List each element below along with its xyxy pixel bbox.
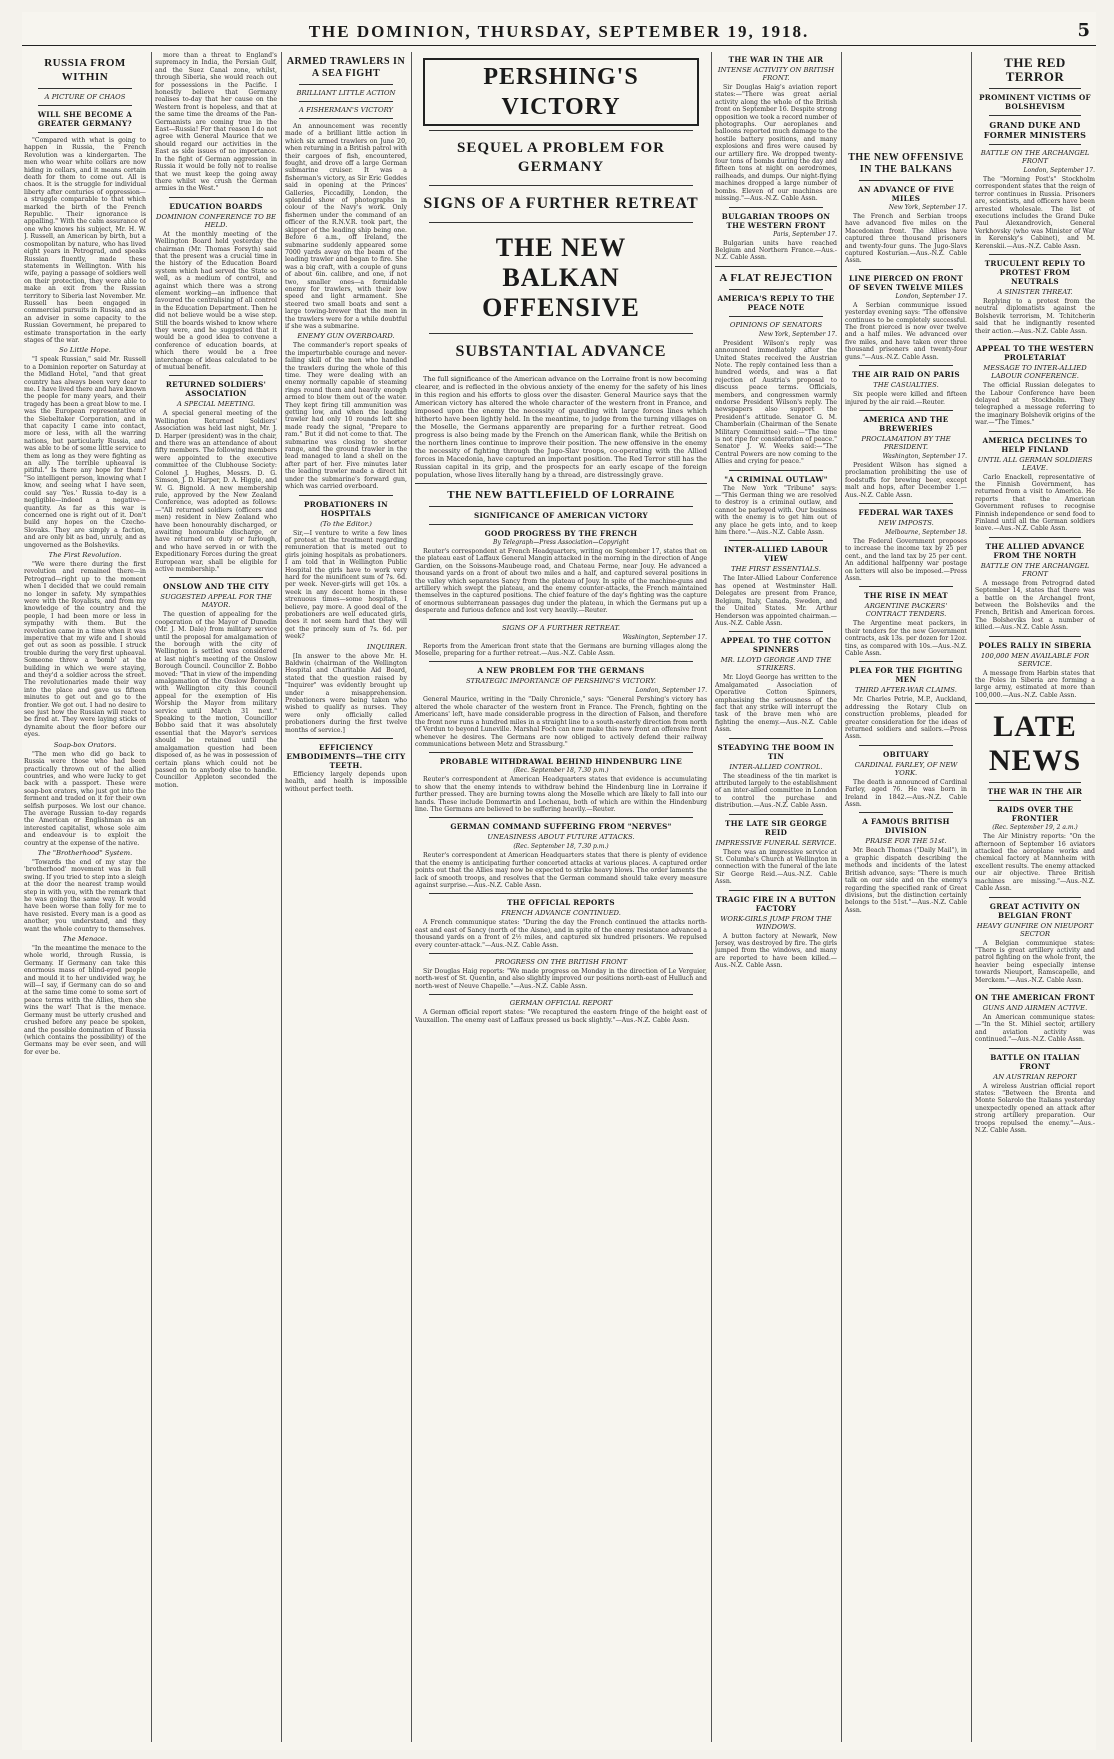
subhead: INTER-ALLIED CONTROL. xyxy=(729,762,823,771)
article-body: President Wilson's reply was announced immediately after the United States received the Austrian Note. The reply contained less than a hundred words, and was a flat rejection of Austria's proposal to discuss peace terms. Officials, members, and congressmen warmly endorse President Wilson's reply. The newspapers also support the President's attitude. Senator G. M. Chamberlain (Chairman of the Senate Military Committee) said:—"The time is not ripe for consideration of peace." Senator J. W. Weeks said:—"The Central Powers are now coming to the Allies and crying for peace." xyxy=(715,339,837,466)
subhead: GRAND DUKE AND FORMER MINISTERS xyxy=(983,120,1087,140)
article-body: more than a threat to England's supremacy in India, the Persian Gulf, and the Suez Canal zone, whilst, through Siberia, she would reach out for possessions in the Pacific. I honestly believe that Germany realises to-day that her cause on the Western front is hopeless, and that at the same time the dreams of the Pan-Germanists are coming true in the East—Russia! For that reason I do not agree with General Maurice that we should regard our activities in the East as side issues of no importance. In the fight of German aggression in Russia it would be folly not to realise that we must keep the going away there whilst we crush the German armies in the West." xyxy=(155,52,277,193)
dateline: (Rec. September 18, 7.30 p.m.) xyxy=(513,843,609,851)
dateline: Washington, September 17. xyxy=(882,452,967,460)
subhead: BATTLE ON THE ARCHANGEL FRONT xyxy=(980,561,1090,578)
newspaper-page xyxy=(22,12,1096,1750)
subhead: OPINIONS OF SENATORS xyxy=(729,320,823,329)
subhead: STRATEGIC IMPORTANCE OF PERSHING'S VICTORY. xyxy=(466,677,656,686)
article-body: The question of appealing for the cooperation of the Mayor of Dunedin (Mr. J. M. Dale) from military service until the proposal for amalgamation of the borough with the city of Wellington is settled was considered at last night's meeting of the Onslow Borough Council. Councillor Z. Bobbo moved: "That in view of the impending amalgamation of the Onslow Borough with Wellington city this council appeal for the exemption of His Worship the Mayor from military service until March 31 next." Speaking to the motion, Councillor Bobbo said that it was absolutely essential that the Mayor's services should be retained until the amalgamation question had been disposed of, as he was in possession of certain plans which could not be passed on to anybody else to handle. Councillor Appleton seconded the motion. xyxy=(155,611,277,789)
subhead: PROGRESS ON THE BRITISH FRONT xyxy=(494,958,628,966)
subhead: UNEASINESS ABOUT FUTURE ATTACKS. xyxy=(487,833,635,842)
headline-war-in-air: THE WAR IN THE AIR xyxy=(728,55,824,64)
subhead: MR. LLOYD GEORGE AND THE STRIKERS. xyxy=(720,656,832,673)
dateline: (Rec. September 18, 7.30 p.m.) xyxy=(513,767,609,775)
subhead: THIRD AFTER-WAR CLAIMS. xyxy=(855,686,957,695)
subhead: WILL SHE BECOME A GREATER GERMANY? xyxy=(37,110,133,128)
column-rule xyxy=(151,52,152,1742)
column-2 xyxy=(155,52,277,1742)
signature: INQUIRER. xyxy=(367,642,407,651)
banner-substantial-advance: SUBSTANTIAL ADVANCE xyxy=(455,343,667,360)
article-body: Replying to a protest from the neutral diplomatists against the Bolshevik terrorism, M. Tchitcherin said that he indignantly resented their action.—Aus.-N.Z. Cable Assn. xyxy=(975,298,1095,335)
headline-obituary: OBITUARY xyxy=(883,749,929,759)
article-body: The Argentine meat packers, in their tenders for the new Government contracts, ask 13s. per dozen for 12oz. tins, as compared with 10s.—Aus.-N.Z. Cable Assn. xyxy=(845,620,967,657)
article-body: At the monthly meeting of the Wellington Board held yesterday the chairman (Mr. Thomas Forsyth) said that the present was a crucial time in the history of the Education Board system which had served the State so well, as a medium of control, and against which there was a strong element working—an influence that favoured the centralising of all control in the Education Department. Then he did not believe would be a wise step. Still the boards wished to know where they were, and he suggested that it would be a good idea to convene a conference of education boards, at which there would be a free interchange of ideas calculated to be of mutual benefit. xyxy=(155,230,277,372)
article-body: An announcement was recently made of a brilliant little action in which six armed trawlers on June 20, when returning in a British patrol with their cargoes of fish, encountered, fought, and drove off a large German submarine cruiser. It was a fisherman's victory, as Sir Eric Geddes said in opening at the Princes' Galleries, Piccadilly, London, the splendid show of photographs in colour of the Navy's work. Only fishermen under the command of an officer of the R.N.V.R. took part, the skipper of the leading ship being one. Before 6 a.m., off Ireland, the submarine suddenly appeared some 7000 yards away on the beam of the leading trawler and began to fire. She was a big craft, with a couple of guns of about 6in. calibre, and one, if not two, smaller ones—a formidable enemy for trawlers, with their low speed and light armament. She steered two small boats and sent a large towing-brewer that the men in the trawlers were for a while doubtful if she was a submarine. xyxy=(285,123,407,330)
subhead: AN AUSTRIAN REPORT xyxy=(993,1072,1077,1081)
subhead: AN ADVANCE OF FIVE MILES xyxy=(858,185,954,203)
article-body: Mr. Charles Petrie, M.P., Auckland, addressing the Rotary Club on construction problems, pleaded for greater consideration for the ideas of returned soldiers and sailors.—Press Assn. xyxy=(845,696,967,741)
column-3 xyxy=(285,52,407,1742)
subhead: SIGNS OF A FURTHER RETREAT. xyxy=(501,623,621,632)
article-body: [In answer to the above Mr. H. Baldwin (chairman of the Wellington Hospital and Charitable Aid Board, stated that the question raised by "Inquirer" was evidently brought up under a misapprehension. Probationers were being taken who wished to qualify as nurses. They were only officially called probationers during the first twelve months of service.] xyxy=(285,652,407,734)
subhead: GERMAN OFFICIAL REPORT xyxy=(509,999,613,1008)
headline-button-factory: TRAGIC FIRE IN A BUTTON FACTORY xyxy=(715,894,837,913)
subhead: A FISHERMAN'S VICTORY xyxy=(299,106,393,114)
headline-appeal-proletariat: APPEAL TO THE WESTERN PROLETARIAT xyxy=(976,344,1094,363)
headline-sir-george-reid: THE LATE SIR GEORGE REID xyxy=(725,818,827,837)
subhead: IMPRESSIVE FUNERAL SERVICE. xyxy=(715,838,837,847)
subhead: FRENCH ADVANCE CONTINUED. xyxy=(501,909,621,918)
article-body: Mr. Lloyd George has written to the Amalgamated Association of Operative Cotton Spinners, emphasising the seriousness of the fact that any strike will interrupt the task of the brave men who are fighting the enemy.—Aus.-N.Z. Cable Assn. xyxy=(715,674,837,734)
article-body: Sir Douglas Haig's aviation report states:—"There was great aerial activity along the whole of the British front on September 16. Despite strong opposition we took a record number of photographs. Our aeroplanes and balloons reported much damage to the hostile battery positions, and many explosions and fires were caused by our artillery fire. We dropped twenty-four tons of bombs during the day and fifteen tons at night on aerodromes, railheads, and dumps. Our night-flying machines dropped a large number of bombs. Eleven of our machines are missing."—Aus.-N.Z. Cable Assn. xyxy=(715,84,837,203)
byline: By Telegraph—Press Association—Copyright xyxy=(493,539,629,546)
dateline: (Rec. September 19, 2 a.m.) xyxy=(992,824,1078,832)
article-body: The death is announced of Cardinal Farley, aged 76. He was born in Ireland in 1842.—Aus.-N.Z. Cable Assn. xyxy=(845,778,967,809)
headline-tin: STEADYING THE BOOM IN TIN xyxy=(717,742,835,761)
masthead-title: THE DOMINION, THURSDAY, SEPTEMBER 19, 1918. xyxy=(308,22,810,41)
article-body: A French communique states: "During the day the French continued the attacks north-east and east of Sancy (north of the Aisne), and in spite of the enemy resistance advanced a thousand yards on a front of 2½ miles, and captured six hundred prisoners. We repulsed every counter-attack."—Aus.-N.Z. Cable Assn. xyxy=(415,919,707,949)
article-body: Efficiency largely depends upon health, and health is impossible without perfect teeth. xyxy=(285,771,407,793)
headline-flat-rejection: A FLAT REJECTION xyxy=(719,271,833,284)
headline-belgian-front: GREAT ACTIVITY ON BELGIAN FRONT xyxy=(989,901,1081,920)
article-body: Bulgarian units have reached Belgium and Northern France.—Aus.-N.Z. Cable Assn. xyxy=(715,239,837,262)
headline-returned-soldiers: RETURNED SOLDIERS' ASSOCIATION xyxy=(165,380,267,399)
subhead: UNTIL ALL GERMAN SOLDIERS LEAVE. xyxy=(977,455,1093,472)
headline-rise-in-meat: THE RISE IN MEAT xyxy=(864,591,948,601)
headline-official-reports: THE OFFICIAL REPORTS xyxy=(507,898,615,908)
section-head: Soap-box Orators. xyxy=(53,740,117,749)
section-head: ENEMY GUN OVERBOARD. xyxy=(297,332,395,341)
headline-allied-advance: THE ALLIED ADVANCE FROM THE NORTH xyxy=(985,541,1085,560)
headline-finland: AMERICA DECLINES TO HELP FINLAND xyxy=(982,435,1088,454)
subhead: BATTLE ON THE ARCHANGEL FRONT xyxy=(980,149,1090,165)
section-head: The First Revolution. xyxy=(48,550,122,559)
article-body: A special general meeting of the Wellington Returned Soldiers' Association was held last night, Mr. J. D. Harper (president) was in the chair, and there was an attendance of about fifty members. The following members were appointed to the executive committee of the Clubhouse Society: Colonel J. Hughes, Messrs. D. G. Simson, J. D. Harper, D. A. Higgie, and W. G. Bignold. A new membership rule, approved by the New Zealand Conference, was adopted as follows:—"All returned soldiers (officers and men) resident in New Zealand who have been honourably discharged, or awaiting honourable discharge, or have returned on duty or furlough, and who have served in or with the Expeditionary Forces during the great European war, shall be eligible for active membership." xyxy=(155,410,277,573)
article-body: Six people were killed and fifteen injured by the air raid.—Reuter. xyxy=(845,391,967,406)
article-body: A wireless Austrian official report states: "Between the Brenta and Monte Solarolo the Italians yesterday unexpectedly opened an attack after strong artillery preparation. Our troops repulsed the enemy."—Aus.-N.Z. Cable Assn. xyxy=(975,1082,1095,1134)
subhead: MESSAGE TO INTER-ALLIED LABOUR CONFERENCE. xyxy=(983,364,1087,381)
headline-lorraine: THE NEW BATTLEFIELD OF LORRAINE xyxy=(447,489,675,501)
article-body: The commander's report speaks of the imperturbable courage and never-failing skill of the men who handled the trawlers during the whole of this time. They were dealing with an enemy normally capable of steaming rings round them and heavily enough armed to blow them out of the water. They kept firing till ammunition was getting low, and when the leading trawler had only 10 rounds left she made ready the signal, "Prepare to ram." But it did not come to that. The submarine was closing to shorter range, and the ground trawler in the lead managed to land a shell on the after part of her. Five minutes later the leading trawler made a direct hit under the submarine's forward gun, which was carried overboard. xyxy=(285,342,407,491)
headline-italian-front: BATTLE ON ITALIAN FRONT xyxy=(990,1052,1080,1071)
banner-pershings-victory: PERSHING'S VICTORY xyxy=(423,58,699,126)
headline-breweries: AMERICA AND THE BREWERIES xyxy=(863,414,949,433)
article-body: A message from Harbin states that the Poles in Siberia are forming a large army, estimated at more than 100,000.—Aus.-N.Z. Cable Assn. xyxy=(975,669,1095,699)
article-body: Reuter's correspondent at American Headquarters states that evidence is accumulating to show that the enemy intends to withdraw behind the Hindenburg line in Lorraine if further pressed. They are burning towns along the Moselle which are likely to fall into our hands. These include Dommartin and Lochenau, both of which are within the Hindenburg line. The Germans are believed to be suffering heavily.—Reuter. xyxy=(415,776,707,813)
headline-onslow: ONSLOW AND THE CITY xyxy=(162,582,270,592)
subhead: INTENSE ACTIVITY ON BRITISH FRONT. xyxy=(717,66,835,82)
dateline: Washington, September 17. xyxy=(622,633,707,641)
headline-truculent-reply: TRUCULENT REPLY TO PROTEST FROM NEUTRALS xyxy=(984,259,1086,287)
banner-balkan-offensive: THE NEW BALKAN OFFENSIVE xyxy=(482,233,640,322)
article-body: A German official report states: "We recaptured the eastern fringe of the height east of Vauxaillon. The enemy east of Laffaux pressed us back slightly."—Aus.-N.Z. Cable Assn. xyxy=(415,1009,707,1024)
headline-red-terror: THE RED TERROR xyxy=(1004,55,1066,84)
headline-line-pierced: LINE PIERCED ON FRONT OF SEVEN TWELVE MILES xyxy=(848,273,964,292)
banner-further-retreat: SIGNS OF A FURTHER RETREAT xyxy=(423,195,699,212)
article-body: An American communique states:—"In the St. Mihiel sector, artillery and aviation activity was continued."—Aus.-N.Z. Cable Assn. xyxy=(975,1013,1095,1044)
article-body: The New York "Tribune" says:—"This German thing we are resolved to destroy is a criminal outlaw, and cannot be parleyed with. Our business with the enemy is to get him out of any place he gets into, and to keep him there."—Aus.-N.Z. Cable Assn. xyxy=(715,484,837,537)
article-body: "In the meantime the menace to the whole world, through Russia, is Germany. If Germany can take this enormous mass of blind-eyed people and mould it to her undivided way, he will—I say, if Germany can do so and at the same time come to some sort of peace terms with the Allies, then she wins the war! That is the menace. Germany must be utterly crushed and crushed before any peace be spoken, and the possible domination of Russia (which contains the possibility) of the Germans may be ever seen, and will for ever be. xyxy=(24,945,146,1056)
subhead: GOOD PROGRESS BY THE FRENCH xyxy=(484,529,638,538)
headline-late-war-air: THE WAR IN THE AIR xyxy=(987,787,1083,797)
headline-criminal-outlaw: "A CRIMINAL OUTLAW" xyxy=(724,474,828,484)
column-rule xyxy=(711,52,712,1742)
section-head: The "Brotherhood" System. xyxy=(37,848,133,857)
headline-new-problem: A NEW PROBLEM FOR THE GERMANS xyxy=(477,666,645,676)
dateline: New York, September 17. xyxy=(758,330,837,338)
article-body: A Belgian communique states: "There is great artillery activity and patrol fighting on the whole front, the heavier being especially intense towards Nieuport, Ramscapelle, and Merckem."—Aus.-N.Z. Cable Assn. xyxy=(975,939,1095,984)
headline-russia: RUSSIA FROM WITHIN xyxy=(44,57,126,83)
masthead xyxy=(22,20,1096,46)
column-7 xyxy=(975,52,1095,1742)
article-body: Sir,—I venture to write a few lines of protest at the treatment regarding remuneration that is meted out to girls joining hospitals as probationers. I am told that in Wellington Public Hospital the girls have to work very hard for the munificent sum of 7s. 6d. per week. Never-girls will get 10s. a week in any decent home in these strenuous times—some hospitals, I believe, pay more. A good deal of the probationers are well educated girls, does it not seem hard that they will get the princely sum of 7s. 6d. per week? xyxy=(285,529,407,641)
subhead: DOMINION CONFERENCE TO BE HELD. xyxy=(156,212,276,229)
article-body: A Serbian communique issued yesterday evening says: "The offensive continues to be completely successful. The front pierced is now over twelve and a half miles. We advanced over five miles, and have taken over three thousand prisoners and twenty-four guns."—Aus.-N.Z. Cable Assn. xyxy=(845,301,967,361)
article-body: General Maurice, writing in the "Daily Chronicle," says: "General Pershing's victory has altered the whole character of the western front in France. The French, fighting on the Americans' left, have made considerable progress in the direction of Falson, and therefore the front now runs a hundred miles in a straight line to a south-easterly direction from north of Verdun to beyond Luneville. Marshal Foch can now make this new front an offensive front whenever he desires. The Germans are now obliged to actively defend their railway communications between Metz and Strassburg." xyxy=(415,696,707,748)
banner-sequel: SEQUEL A PROBLEM FOR GERMANY xyxy=(457,140,665,175)
column-6 xyxy=(845,52,967,1742)
article-body: Mr. Beach Thomas ("Daily Mail"), in a graphic dispatch describing the methods and incidents of the latest British advance, says: "There is much talk on our side and on the enemy's regarding the specified rank of Great divisions, but the distinction certainly belongs to the 51st."—Aus.-N.Z. Cable Assn. xyxy=(845,847,967,914)
column-rule xyxy=(411,52,412,1742)
article-body: Reuter's correspondent at French Headquarters, writing on September 17, states that on the plateau east of Laffaux General Mangin attacked in the morning in the direction of Ange Gardien, on the Soissons-Maubeuge road, and Chateau Ferme, near Jouy. He advanced a thousand yards on a front of about two miles and a half, and captured several positions in the valley which separates Sancy from the plateau of Jouy. In spite of the machine-guns and artillery which swept the plateau, and the enemy counter-attacks, the French maintained themselves in the captured positions. The chief feature of the day's fighting was the capture of enormous subterranean passages dug under the plateau, in which the Germans put up a desperate and furious defence and lost very heavily.—Reuter. xyxy=(415,548,707,615)
article-body: Reports from the American front state that the Germans are burning villages along the Moselle, preparing for a further retreat.—Aus.-N.Z. Cable Assn. xyxy=(415,642,707,658)
headline-hindenburg: PROBABLE WITHDRAWAL BEHIND HINDENBURG LINE xyxy=(439,757,683,767)
article-body: "The men who did go back to Russia were those who had been practically thrown out of the allied countries, and who were lucky to get back with a passport. These were soap-box orators, who just got into the ferment and traded on it for their own selfish purposes. We lost our chance. The average Russian to-day regards the American or Englishman as an interested capitalist, whose sole aim and endeavour is to exploit the country at the expense of the native. xyxy=(24,750,146,847)
subhead: PRAISE FOR THE 51st. xyxy=(865,837,947,846)
article-body: The steadiness of the tin market is attributed largely to the establishment of an inter-allied committee in London to control the purchase and distribution.—Aus.-N.Z. Cable Assn. xyxy=(715,772,837,810)
headline-labour: INTER-ALLIED LABOUR VIEW xyxy=(723,545,829,564)
page-number: 5 xyxy=(1077,20,1090,41)
article-body: Sir Douglas Haig reports: "We made progress on Monday in the direction of Le Verguier, north-west of St. Quentin, and also slightly improved our positions north-east of Hulluch and north-west of Neuve Chapelle."—Aus.-N.Z. Cable Assn. xyxy=(415,968,707,990)
dateline: London, September 17. xyxy=(635,687,707,695)
column-rule xyxy=(971,52,972,1742)
article-body: Reuter's correspondent at American Headquarters states that there is plenty of evidence that the enemy is anticipating further concerted attacks at various places. A captured order points out that the Allies may now be expected to strike heavy blows. The order laments the lack of smooth troops, and resolves that the German command should take every measure against surprise.—Aus.-N.Z. Cable Assn. xyxy=(415,852,707,889)
subhead: 100,000 MEN AVAILABLE FOR SERVICE. xyxy=(980,651,1090,668)
article-body: The Inter-Allied Labour Conference has opened at Westminster Hall. Delegates are present from France, Belgium, Italy, Canada, Sweden, and the United States. Mr. Arthur Henderson was appointed chairman.—Aus.-N.Z. Cable Assn. xyxy=(715,575,837,627)
article-body: A message from Petrograd dated September 14, states that there was a battle on the Archangel front, between the Bolsheviks and the French, British and American forces. The Bolsheviks lost a number of killed.—Aus.-N.Z. Cable Assn. xyxy=(975,579,1095,632)
article-body: The Federal Government proposes to increase the income tax by 25 per cent., and the land tax by 25 per cent. An additional halfpenny war postage on letters will also be imposed.—Press Assn. xyxy=(845,537,967,582)
late-news-banner: LATE NEWS xyxy=(988,710,1082,778)
article-body: The French and Serbian troops have advanced five miles on the Macedonian front. The Allies have captured three thousand prisoners and twenty-four guns. The Jugo-Slavs captured Kosturian.—Aus.-N.Z. Cable Assn. xyxy=(845,213,967,265)
headline-new-offensive: THE NEW OFFENSIVE IN THE BALKANS xyxy=(848,152,964,175)
article-body: "We were there during the first revolution and remained there—in Petrograd—right up to the moment when I decided that we could remain no longer in safety. My sympathies were with the Royalists, and from my knowledge of the country and the people, I had been more or less in sympathy with them. But the revolution came in a time when it was imperative that my wife and I should get out as soon as possible. I struck trouble during the very first upheaval. Someone threw a 'bomb' at the building in which we were staying, and they'd a soldier across the street. The revolutionaries made their way into the place and gave us fifteen minutes to get out and go to the frontier. We got out. I had no desire to see just how the Russian will react to be fired at. They were laying sticks of dynamite about the floor before our eyes. xyxy=(24,560,146,739)
headline-efficiency: EFFICIENCY EMBODIMENTS—THE CITY TEETH. xyxy=(286,743,406,771)
headline-raids-frontier: RAIDS OVER THE FRONTIER xyxy=(996,805,1074,824)
headline-cotton: APPEAL TO THE COTTON SPINNERS xyxy=(720,636,832,655)
article-body: The Air Ministry reports: "On the afternoon of September 16 aviators attacked the aeroplane works and chemical factory at Mannheim with excellent results. The enemy attacked our air objective. Three British machines are missing."—Aus.-N.Z. Cable Assn. xyxy=(975,833,1095,893)
subhead: WORK-GIRLS JUMP FROM THE WINDOWS. xyxy=(720,914,832,931)
dateline: New York, September 17. xyxy=(888,204,967,211)
column-5 xyxy=(715,52,837,1742)
article-body: There was an impressive service at St. Columba's Church at Wellington in connection with the funeral of the late Sir George Reid.—Aus.-N.Z. Cable Assn. xyxy=(715,848,837,886)
subhead: A SINISTER THREAT. xyxy=(997,288,1073,297)
headline-war-taxes: FEDERAL WAR TAXES xyxy=(858,507,954,517)
subhead: SIGNIFICANCE OF AMERICAN VICTORY xyxy=(474,511,648,520)
headline-education-boards: EDUCATION BOARDS xyxy=(169,201,263,211)
headline-fighting-men: PLEA FOR THE FIGHTING MEN xyxy=(849,666,963,685)
subhead: A PICTURE OF CHAOS xyxy=(44,93,126,101)
headline-armed-trawlers: ARMED TRAWLERS IN A SEA FIGHT xyxy=(286,56,406,79)
subhead: ARGENTINE PACKERS' CONTRACT TENDERS. xyxy=(864,602,948,619)
section-head: The Menace. xyxy=(62,935,108,944)
subhead: SUGGESTED APPEAL FOR THE MAYOR. xyxy=(160,593,272,610)
dateline: Paris, September 17. xyxy=(773,230,837,238)
article-body: Carlo Enackell, representative of the Finnish Government, has returned from a visit to America. He reports that the American Government refuses to recognise Finnish independence or send food to Finland until all the German soldiers leave.—Aus.-N.Z. Cable Assn. xyxy=(975,473,1095,533)
article-body: President Wilson has signed a proclamation prohibiting the use of foodstuffs for brewing beer, except malt and hops, after December 1.—Aus.-N.Z. Cable Assn. xyxy=(845,461,967,499)
column-rule xyxy=(281,52,282,1742)
dateline: London, September 17. xyxy=(1023,167,1095,174)
subhead: THE FIRST ESSENTIALS. xyxy=(731,565,821,574)
subhead: A SPECIAL MEETING. xyxy=(176,400,256,409)
subhead: (To the Editor.) xyxy=(320,519,372,528)
dateline: London, September 17. xyxy=(895,292,967,300)
subhead: HEAVY GUNFIRE ON NIEUPORT SECTOR xyxy=(976,921,1094,938)
subhead: BRILLIANT LITTLE ACTION xyxy=(296,89,396,97)
column-rule xyxy=(841,52,842,1742)
headline-poles-siberia: POLES RALLY IN SIBERIA xyxy=(978,640,1092,650)
headline-air-raid-paris: THE AIR RAID ON PARIS xyxy=(852,370,960,380)
subhead: PROMINENT VICTIMS OF BOLSHEVISM xyxy=(979,93,1091,111)
headline-probationers: PROBATIONERS IN HOSPITALS xyxy=(303,499,388,518)
subhead: CARDINAL FARLEY, OF NEW YORK. xyxy=(854,760,958,777)
subhead: NEW IMPOSTS. xyxy=(878,518,934,527)
article-body: The "Morning Post's" Stockholm correspondent states that the reign of terror continues in Russia. Prisoners are, scientists, and officers have been arrested wholesale. The list of executions includes the Grand Duke Paul Alexandrovich, General Verkhovsky (who was Minister of War in Kerensky's Cabinet), and M. Kerenskii.—Aus.-N.Z. Cable Assn. xyxy=(975,176,1095,250)
subhead: PROCLAMATION BY THE PRESIDENT. xyxy=(861,434,951,451)
article-body: A button factory at Newark, New Jersey, was destroyed by fire. The girls jumped from the windows, and many are reported to have been killed.—Aus.-N.Z. Cable Assn. xyxy=(715,932,837,970)
article-body: "Towards the end of my stay the 'brotherhood' movement was in full swing. If you tried to step into a sleigh at the door the nearest tramp would step in with you, with the remark that he was going the same way. It would have been worse than folly for me to have resisted. Every man is a good as another, you understand, and they want the whole country to themselves. xyxy=(24,858,146,933)
column-1 xyxy=(24,52,146,1742)
subhead: AMERICA'S REPLY TO THE PEACE NOTE xyxy=(717,293,835,312)
dateline: Melbourne, September 18. xyxy=(885,528,967,536)
headline-nerves: GERMAN COMMAND SUFFERING FROM "NERVES" xyxy=(450,822,672,832)
headline-american-front: ON THE AMERICAN FRONT xyxy=(975,992,1095,1002)
article-body: The official Russian delegates to the Labour Conference have been delayed at Stockholm. They telegraphed a message referring to the imaginary Bolshevik origins of the war.—"The Times." xyxy=(975,382,1095,427)
article-body: "Compared with what is going to happen in Russia, the French Revolution was a kindergarten. The men who wear white collars are now hiding in cellars, and it means certain death for them to come out. All is chaos. It is the struggle for individual liberty after centuries of oppression—a struggle comparable to that which marked the birth of the French Republic. Their ignorance is appalling." With the calm assurance of one who knows his subject, Mr. H. W. J. Russell, an American by birth, but a cosmopolitan by nature, who has lived eight years in Petrograd, and speaks Russian fluently, made these statements in Wellington. With his wife, paying a passage of soldiers well on their protection, they were able to make an exit from the Russian territory to Siberia last November. Mr. Russell has been engaged in commercial pursuits in Russia, and as an adviser in some capacity to the Russian Government, he prepared to estimate transportation in the early stages of the war. xyxy=(24,137,146,344)
headline-british-division: A FAMOUS BRITISH DIVISION xyxy=(862,817,950,836)
headline-bulgarian: BULGARIAN TROOPS ON THE WESTERN FRONT xyxy=(721,211,831,230)
section-head: So Little Hope. xyxy=(59,346,111,355)
column-4-main xyxy=(415,52,707,1742)
subhead: THE CASUALTIES. xyxy=(873,381,939,390)
subhead: GUNS AND AIRMEN ACTIVE. xyxy=(982,1003,1088,1012)
article-body: "I speak Russian," said Mr. Russell to a Dominion reporter on Saturday at the Midland Hotel, "and that great country has always been very dear to me. I have lived there and have known the people for many years, and their tragedy has been a great blow to me. I was the European representative of the Siebeltaker Corporation, and in that capacity I came into contact, more or less, with all the warring nations, but particularly Russia, and was able to be of some little service to them as long as they were fighting as an ally. The terrible upheaval is pitiful." Is there any hope for them? "So intelligent person, knowing what I know, and seeing what I have seen, could say 'Yes.' Russia to-day is a negligible—indeed a negative—quantity. As far as this war is concerned one is right out of it. Don't build any hopes on the Czecho-Slovaks. They are simply a faction, and are only bit as bad, unruly, and as ungoverned as the Bolsheviks. xyxy=(24,356,146,549)
lead-paragraph: The full significance of the American advance on the Lorraine front is now becoming clearer, and is reflected in the obvious anxiety of the enemy for the safety of his lines in this region and his efforts to gloss over the disaster. General Maurice says that the American victory has altered the whole character of the western front in France, and imposed upon the enemy the necessity of guarding with large forces lines which hitherto have been lightly held. In the meantime, to judge from the turning villages on the Moselle, the Germans apparently are preparing for a further retreat. Good progress is also being made by the French on the American flank, while the British on the northern lines continue to improve their position. The new offensive in the enemy the necessity of fighting through the Jugo-Slav troops, co-operating with the Allied forces in Macedonia, have captured an important position. The Red Terror still has the Russian capital in its grip, and the prospects for an early escape of the foreign population, whose lives literally hang by a thread, are distressingly grave. xyxy=(415,375,707,479)
